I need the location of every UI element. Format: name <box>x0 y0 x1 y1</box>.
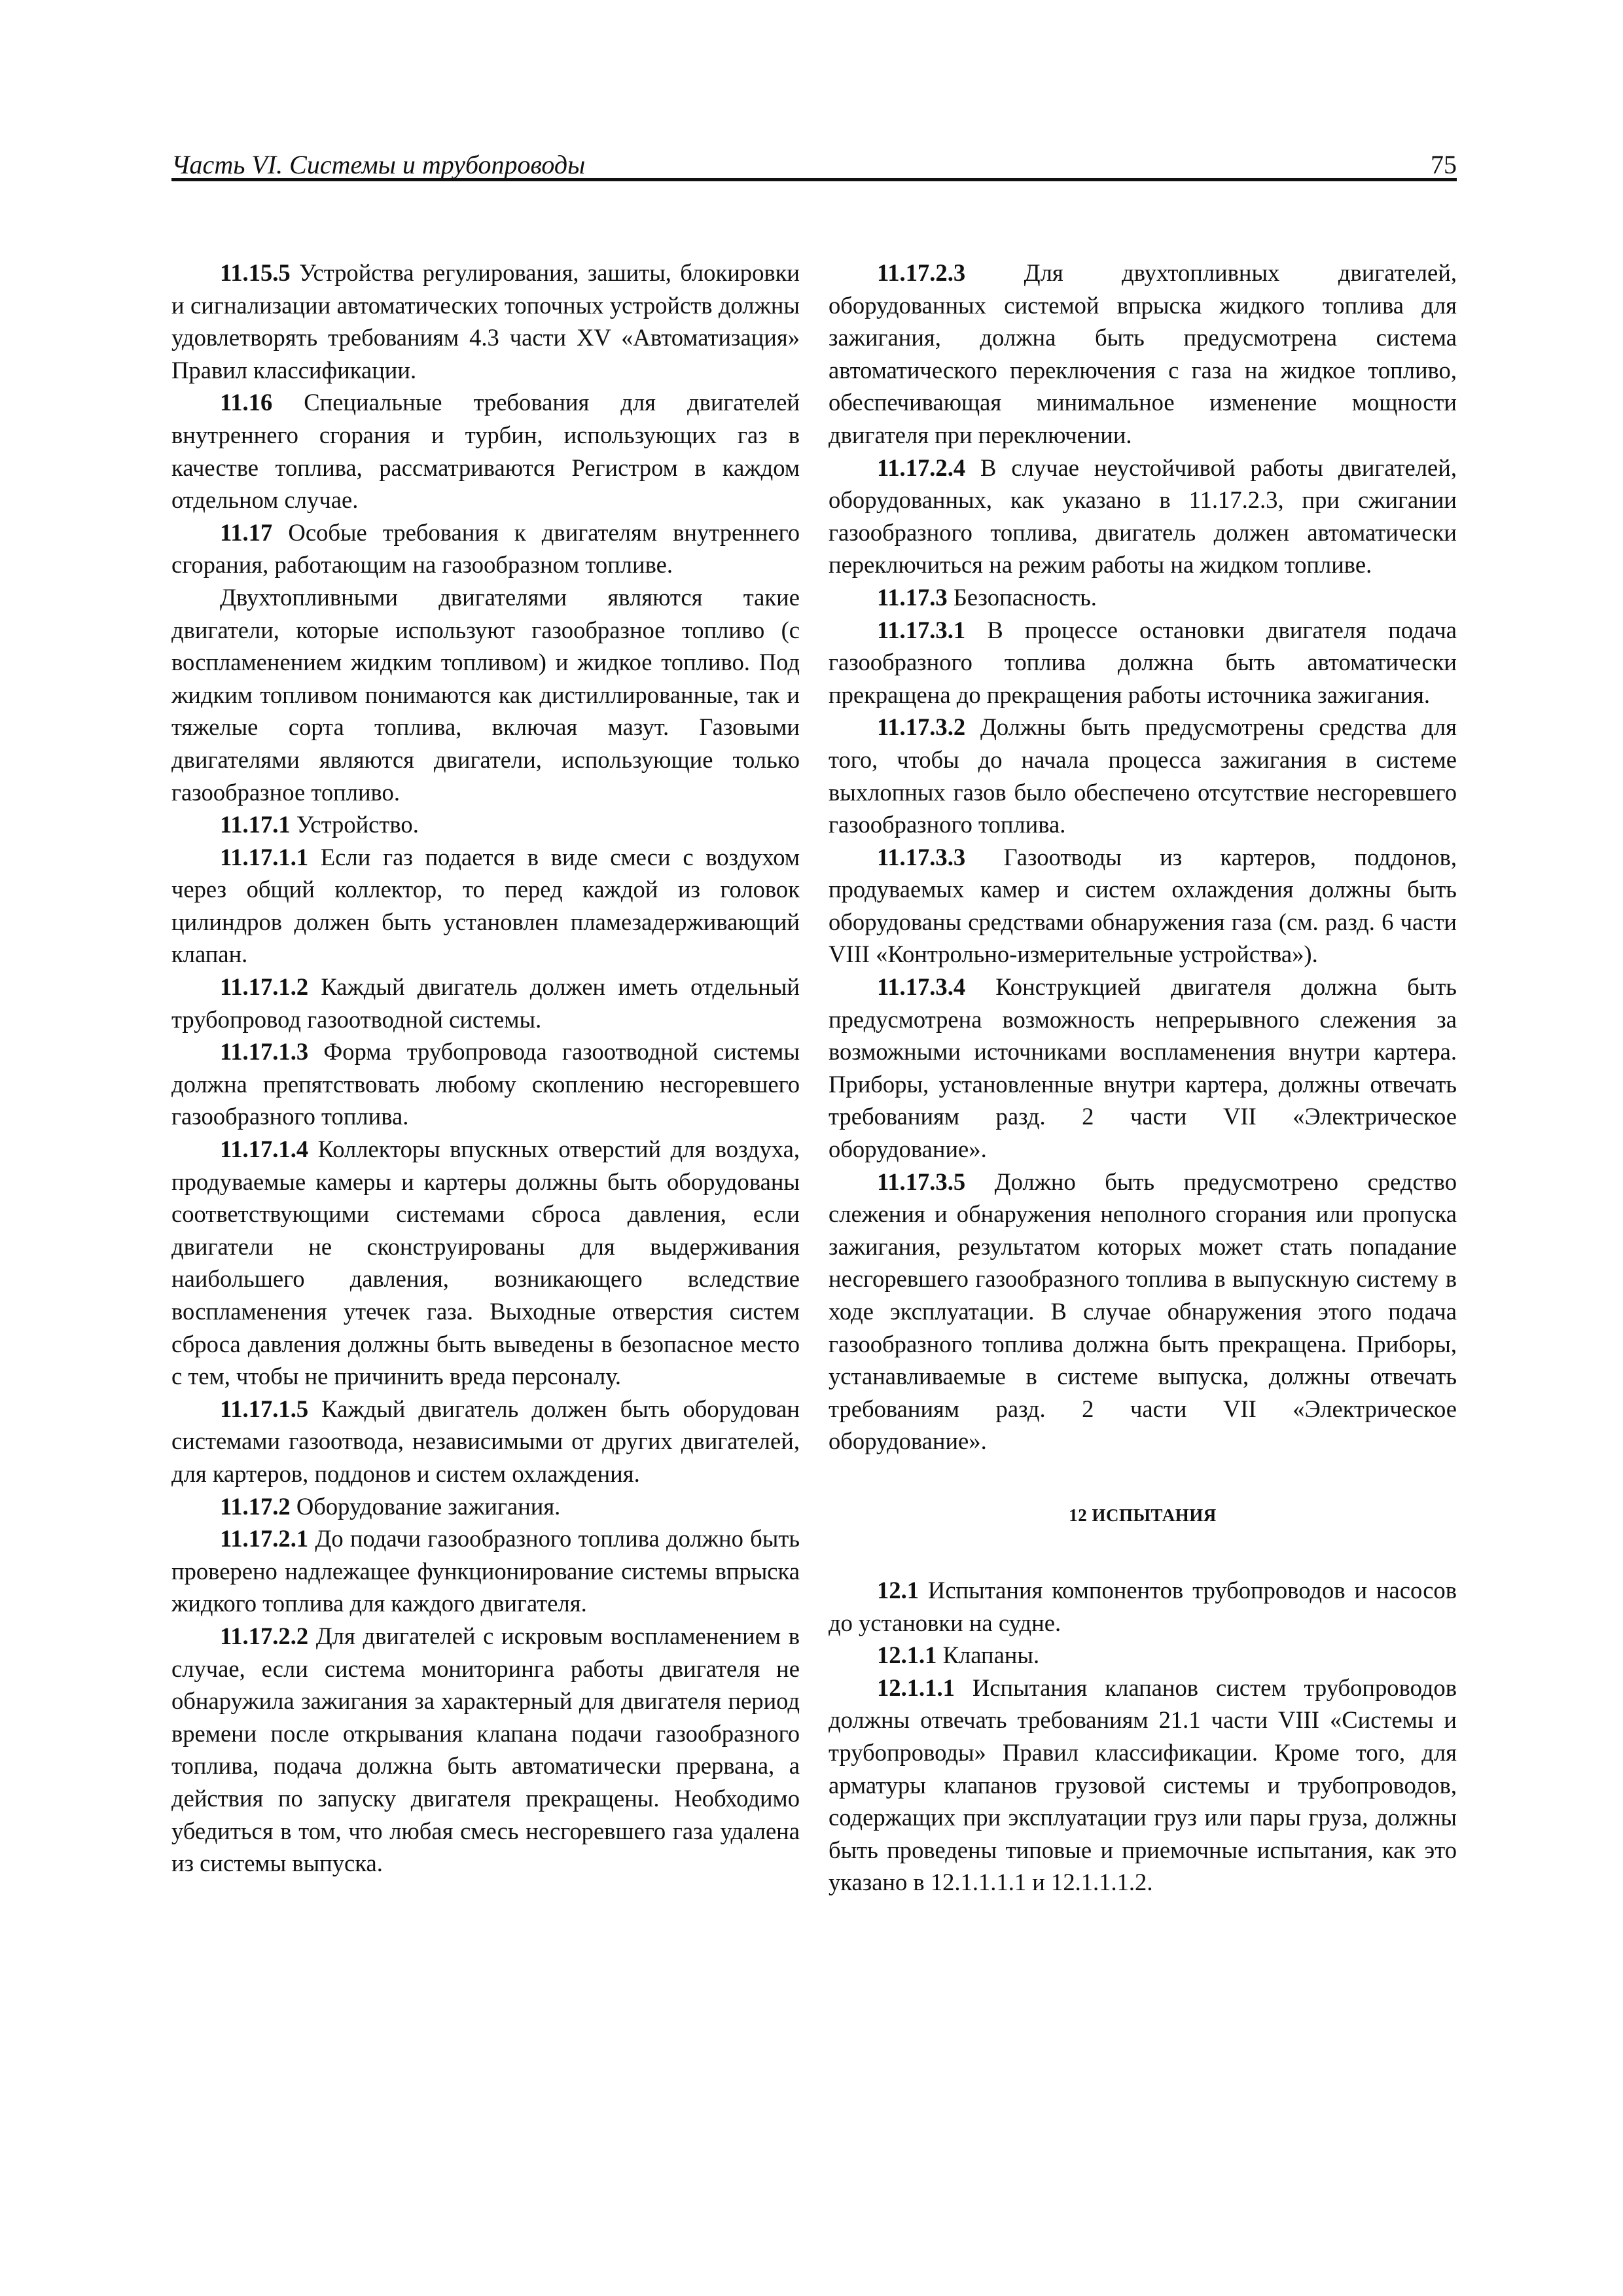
paragraph-11-17-3-5: 11.17.3.5 Должно быть предусмотрено средство слежения и обнаружения неполного сгорания или пропуска зажигания, результатом которых может стать попадание несгоревшего газообразного топлива в выпускную систему в ходе эксплуатации. В случае обнаружения этого подача газообразного топлива должна быть прекращена. Приборы, устанавливаемые в системе выпуска, должны отвечать требованиям разд. 2 части VII «Электрическое оборудование». <box>829 1168 1457 1455</box>
paragraph-11-17-3-2: 11.17.3.2 Должны быть предусмотрены средства для того, чтобы до начала процесса зажигания в системе выхлопных газов было обеспечено отсутствие несгоревшего газообразного топлива. <box>829 713 1457 838</box>
right-column <box>829 257 1457 1899</box>
header-title: Часть VI. Системы и трубопроводы <box>171 150 586 179</box>
paragraph-11-17-1-3: 11.17.1.3 Форма трубопровода газоотводной системы должна препятствовать любому скоплению несгоревшего газообразного топлива. <box>171 1038 800 1130</box>
paragraph-11-17-1-1: 11.17.1.1 Если газ подается в виде смеси с воздухом через общий коллектор, то перед каждой из головок цилиндров должен быть установлен пламезадерживающий клапан. <box>171 843 800 968</box>
paragraph-dual-fuel-definition: Двухтопливными двигателями являются такие двигатели, которые используют газообразное топливо (с воспламенением жидким топливом) и жидкое топливо. Под жидким топливом понимаются как дистиллированные, так и тяжелые сорта топлива, включая мазут. Газовыми двигателями являются двигатели, использующие только газообразное топливо. <box>171 583 800 806</box>
paragraph-11-17-2-4: 11.17.2.4 В случае неустойчивой работы двигателей, оборудованных, как указано в 11.17.2.3, при сжигании газообразного топлива, двигатель должен автоматически переключиться на режим работы на жидком топливе. <box>829 454 1457 579</box>
paragraph-11-17-3-1: 11.17.3.1 В процессе остановки двигателя подача газообразного топлива должна быть автоматически прекращена до прекращения работы источника зажигания. <box>829 616 1457 708</box>
paragraph-11-17-2-3: 11.17.2.3 Для двухтопливных двигателей, оборудованных системой впрыска жидкого топлива для зажигания, должна быть предусмотрена система автоматического переключения с газа на жидкое топливо, обеспечивающая минимальное изменение мощности двигателя при переключении. <box>829 259 1457 448</box>
page-number: 75 <box>1431 150 1457 179</box>
paragraph-11-17: 11.17 Особые требования к двигателям внутреннего сгорания, работающим на газообразном топливе. <box>171 518 800 579</box>
header-rule <box>171 178 1457 181</box>
paragraph-11-15-5: 11.15.5 Устройства регулирования, зашиты, блокировки и сигнализации автоматических топочных устройств должны удовлетворять требованиям 4.3 части XV «Автоматизация» Правил классификации. <box>171 259 800 384</box>
paragraph-12-1-1: 12.1.1 Клапаны. <box>877 1641 1040 1669</box>
paragraph-11-17-1-2: 11.17.1.2 Каждый двигатель должен иметь отдельный трубопровод газоотводной системы. <box>171 973 800 1033</box>
paragraph-11-17-1-4: 11.17.1.4 Коллекторы впускных отверстий для воздуха, продуваемые камеры и картеры должны быть оборудованы соответствующими системами сброса давления, если двигатели не сконструированы для выдерживания наибольшего давления, возникающего вследствие воспламенения утечек газа. Выходные отверстия систем сброса давления должны быть выведены в безопасное место с тем, чтобы не причинить вреда персоналу. <box>171 1136 800 1390</box>
paragraph-12-1-1-1: 12.1.1.1 Испытания клапанов систем трубопроводов должны отвечать требованиям 21.1 части VIII «Системы и трубопроводы» Правил классификации. Кроме того, для арматуры клапанов грузовой системы и трубопроводов, содержащих при эксплуатации груз или пары груза, должны быть проведены типовые и приемочные испытания, как это указано в 12.1.1.1.1 и 12.1.1.1.2. <box>829 1674 1457 1896</box>
paragraph-11-17-3-3: 11.17.3.3 Газоотводы из картеров, поддонов, продуваемых камер и систем охлаждения должны быть оборудованы средствами обнаружения газа (см. разд. 6 части VIII «Контрольно-измерительные устройства»). <box>829 843 1457 968</box>
paragraph-11-17-2: 11.17.2 Оборудование зажигания. <box>220 1492 561 1520</box>
paragraph-12-1: 12.1 Испытания компонентов трубопроводов и насосов до установки на судне. <box>829 1576 1457 1636</box>
section-heading-12: 12 ИСПЫТАНИЯ <box>1069 1505 1217 1525</box>
paragraph-11-17-1: 11.17.1 Устройство. <box>220 811 419 838</box>
paragraph-11-17-1-5: 11.17.1.5 Каждый двигатель должен быть оборудован системами газоотвода, независимыми от других двигателей, для картеров, поддонов и систем охлаждения. <box>171 1395 800 1487</box>
left-column <box>171 257 800 1880</box>
paragraph-11-17-3: 11.17.3 Безопасность. <box>877 583 1097 611</box>
paragraph-11-16: 11.16 Специальные требования для двигателей внутреннего сгорания и турбин, использующих газ в качестве топлива, рассматриваются Регистром в каждом отдельном случае. <box>171 389 800 514</box>
paragraph-11-17-2-2: 11.17.2.2 Для двигателей с искровым воспламенением в случае, если система мониторинга работы двигателя не обнаружила зажигания за характерный для двигателя период времени после открывания клапана подачи газообразного топлива, подача должна быть автоматически прервана, а действия по запуску двигателя прекращены. Необходимо убедиться в том, что любая смесь несгоревшего газа удалена из системы выпуска. <box>171 1622 800 1877</box>
running-header <box>171 145 1457 182</box>
paragraph-11-17-2-1: 11.17.2.1 До подачи газообразного топлива должно быть проверено надлежащее функционирование системы впрыска жидкого топлива для каждого двигателя. <box>171 1525 800 1617</box>
paragraph-11-17-3-4: 11.17.3.4 Конструкцией двигателя должна быть предусмотрена возможность непрерывного слежения за возможными источниками воспламенения внутри картера. Приборы, установленные внутри картера, должны отвечать требованиям разд. 2 части VII «Электрическое оборудование». <box>829 973 1457 1163</box>
